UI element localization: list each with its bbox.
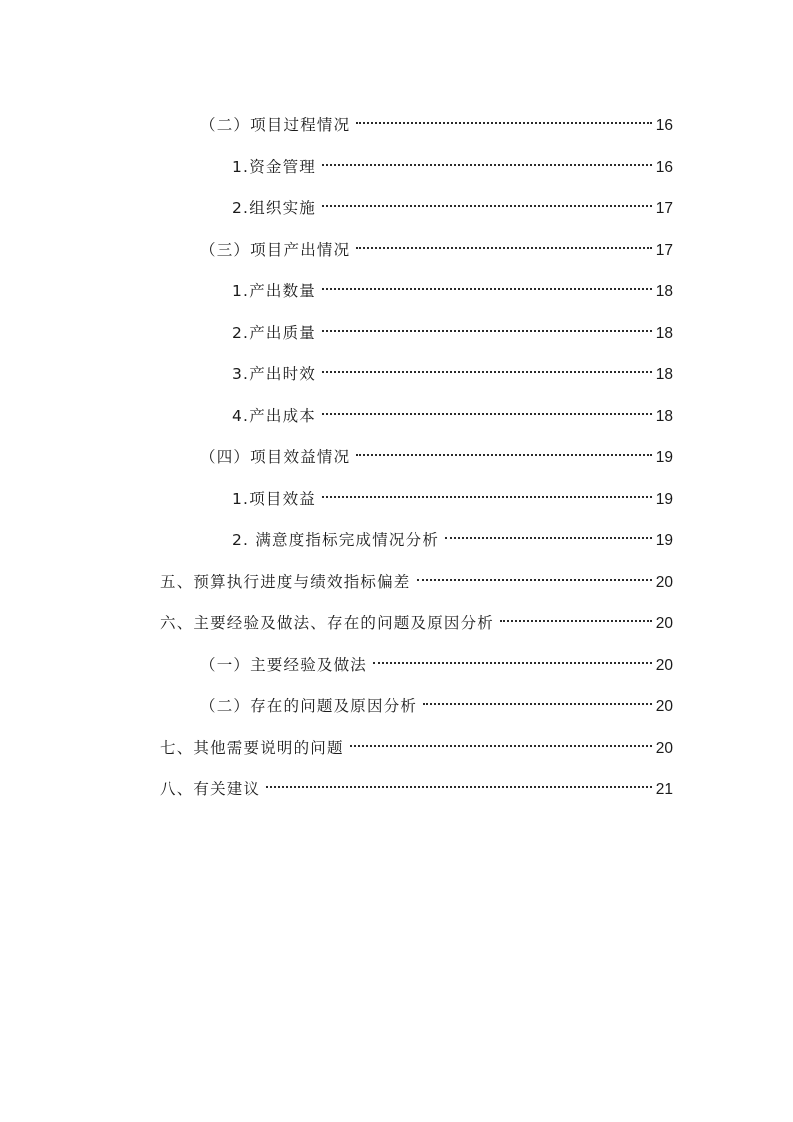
toc-leader-dots (322, 314, 652, 338)
toc-leader-dots (356, 231, 651, 255)
toc-page-number: 19 (655, 449, 673, 466)
toc-page-number: 16 (655, 117, 673, 134)
toc-leader-dots (500, 604, 652, 628)
toc-entry[interactable] (200, 687, 673, 715)
toc-leader-dots (445, 521, 652, 545)
toc-entry-label: （一）主要经验及做法 (200, 656, 368, 674)
toc-leader-dots (356, 106, 651, 130)
toc-entry[interactable] (160, 729, 673, 757)
toc-leader-dots (417, 563, 652, 587)
toc-leader-dots (322, 355, 652, 379)
toc-entry[interactable] (200, 231, 673, 259)
toc-leader-dots (322, 189, 652, 213)
toc-entry-label: 2.产出质量 (232, 324, 316, 342)
toc-entry[interactable] (232, 148, 673, 176)
toc-leader-dots (356, 438, 651, 462)
toc-entry[interactable] (200, 646, 673, 674)
toc-entry-label: 五、预算执行进度与绩效指标偏差 (160, 573, 411, 591)
toc-entry-label: 八、有关建议 (160, 780, 261, 798)
toc-entry-label: 七、其他需要说明的问题 (160, 739, 344, 757)
toc-entry-label: 六、主要经验及做法、存在的问题及原因分析 (160, 614, 495, 632)
toc-entry-label: 4.产出成本 (232, 407, 316, 425)
toc-leader-dots (373, 646, 652, 670)
toc-page-number: 20 (655, 615, 673, 632)
toc-leader-dots (322, 272, 652, 296)
toc-entry[interactable] (200, 438, 673, 466)
toc-page-number: 20 (655, 657, 673, 674)
toc-entry-label: 2. 满意度指标完成情况分析 (232, 531, 440, 549)
toc-leader-dots (350, 729, 652, 753)
toc-entry-label: （三）项目产出情况 (200, 241, 351, 259)
toc-leader-dots (322, 480, 652, 504)
toc-page-number: 18 (655, 325, 673, 342)
toc-leader-dots (322, 148, 652, 172)
toc-entry-label: （二）项目过程情况 (200, 116, 351, 134)
toc-entry[interactable] (232, 480, 673, 508)
toc-leader-dots (266, 770, 652, 794)
toc-entry[interactable] (232, 272, 673, 300)
toc-page-number: 16 (655, 159, 673, 176)
toc-page-number: 18 (655, 408, 673, 425)
toc-entry-label: 1.产出数量 (232, 282, 316, 300)
toc-leader-dots (322, 397, 652, 421)
toc-entry[interactable] (232, 189, 673, 217)
toc-page-number: 17 (655, 200, 673, 217)
toc-entry[interactable] (160, 604, 673, 632)
toc-page-number: 20 (655, 698, 673, 715)
toc-entry[interactable] (200, 106, 673, 134)
toc-entry[interactable] (232, 314, 673, 342)
toc-page-number: 20 (655, 740, 673, 757)
toc-entry-label: 2.组织实施 (232, 199, 316, 217)
toc-entry-label: （四）项目效益情况 (200, 448, 351, 466)
toc-entry-label: 3.产出时效 (232, 365, 316, 383)
toc-page-number: 19 (655, 532, 673, 549)
toc-entry-label: （二）存在的问题及原因分析 (200, 697, 418, 715)
toc-page-number: 17 (655, 242, 673, 259)
toc-entry[interactable] (232, 355, 673, 383)
toc-entry[interactable] (160, 770, 673, 798)
toc-page-number: 18 (655, 366, 673, 383)
toc-page-number: 20 (655, 574, 673, 591)
toc-entry[interactable] (160, 563, 673, 591)
toc-entry-label: 1.项目效益 (232, 490, 316, 508)
toc-page-number: 21 (655, 781, 673, 798)
toc-page-number: 19 (655, 491, 673, 508)
toc-page-number: 18 (655, 283, 673, 300)
toc-entry-label: 1.资金管理 (232, 158, 316, 176)
toc-entry[interactable] (232, 397, 673, 425)
toc-leader-dots (423, 687, 652, 711)
toc-entry[interactable] (232, 521, 673, 549)
